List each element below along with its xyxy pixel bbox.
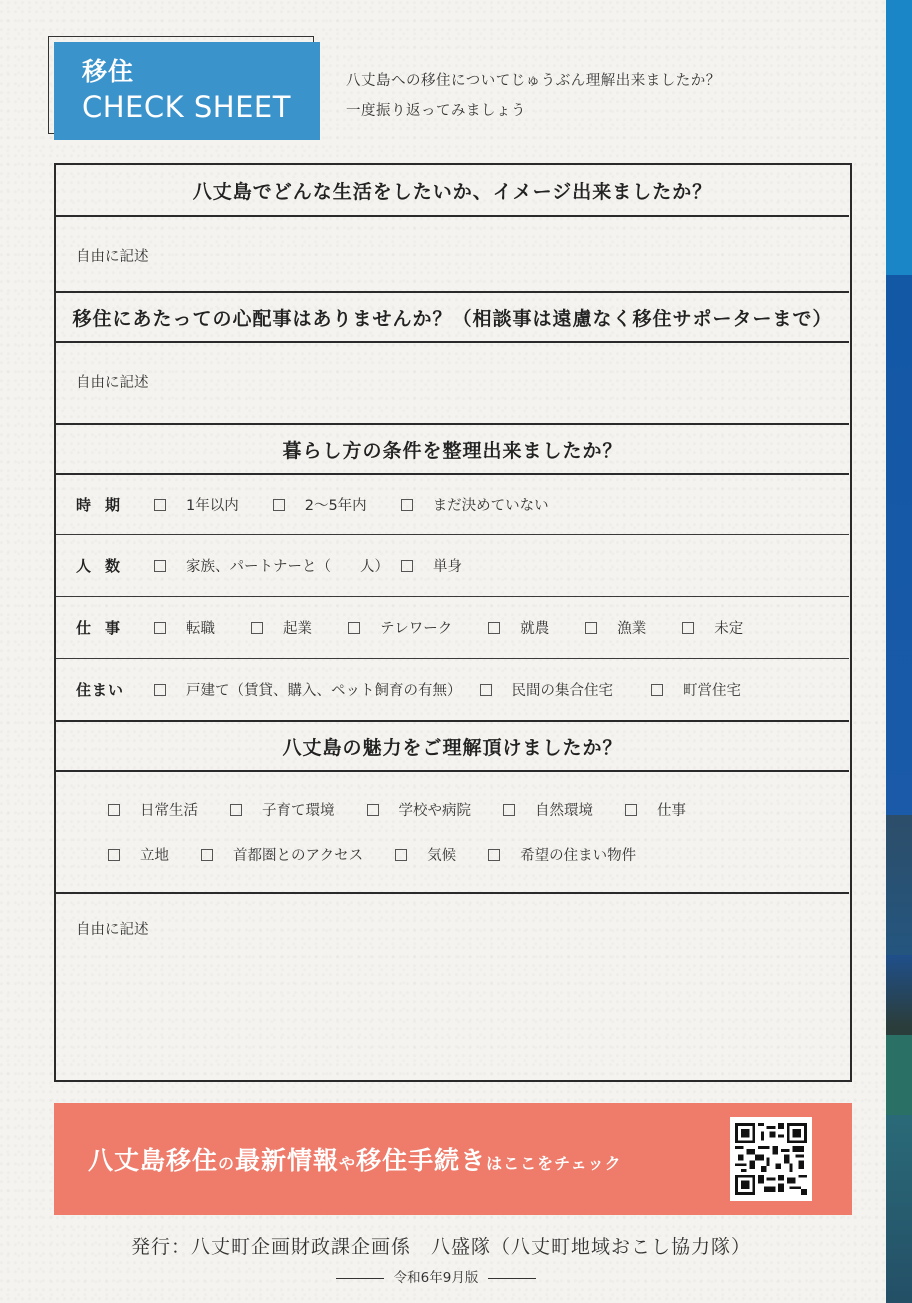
option-job-change[interactable]: 転職 xyxy=(154,617,215,638)
option-detached-house[interactable]: 戸建て（賃貸、購入、ペット飼育の有無） xyxy=(154,679,462,700)
publisher-credit: 発行：八丈町企画財政課企画係 八盛隊（八丈町地域おこし協力隊） xyxy=(130,1236,751,1258)
checkbox[interactable] xyxy=(348,622,360,634)
title-box xyxy=(54,42,320,140)
option-undecided[interactable]: まだ決めていない xyxy=(401,494,549,515)
condition-label: 仕事 xyxy=(76,619,135,637)
option-fishing[interactable]: 漁業 xyxy=(585,617,646,638)
conditions-heading: 暮らし方の条件を整理出来ましたか？ xyxy=(56,423,849,473)
option-jobs[interactable]: 仕事 xyxy=(625,799,686,820)
concerns-heading: 移住にあたっての心配事はありませんか？（相談事は遠慮なく移住サポーターまで） xyxy=(56,291,849,341)
title-japanese: 移住 xyxy=(82,57,135,86)
free-text-label: 自由に記述 xyxy=(76,375,149,391)
checkbox[interactable] xyxy=(154,622,166,634)
free-text-label: 自由に記述 xyxy=(76,922,149,938)
condition-row-housing xyxy=(56,658,849,720)
condition-label: 時期 xyxy=(76,496,135,514)
divider xyxy=(488,1278,536,1279)
checkbox[interactable] xyxy=(625,804,637,816)
condition-row-work xyxy=(56,596,849,658)
checkbox[interactable] xyxy=(682,622,694,634)
checkbox[interactable] xyxy=(154,560,166,572)
check-sheet-form xyxy=(54,163,852,1082)
option-nature[interactable]: 自然環境 xyxy=(503,799,593,820)
edition-line xyxy=(0,1266,912,1286)
appeal-heading: 八丈島の魅力をご理解頂けましたか？ xyxy=(56,720,849,770)
condition-label: 住まい xyxy=(76,681,125,699)
info-banner[interactable] xyxy=(54,1103,852,1215)
option-family-partner[interactable]: 家族、パートナーと（ 人） xyxy=(154,555,389,576)
appeal-options-line-2 xyxy=(108,844,668,865)
checkbox[interactable] xyxy=(395,849,407,861)
option-private-apartment[interactable]: 民間の集合住宅 xyxy=(480,679,614,700)
option-town-housing[interactable]: 町営住宅 xyxy=(651,679,741,700)
side-photo-strip xyxy=(886,0,912,1303)
title-english: CHECK SHEET xyxy=(82,90,291,124)
checkbox[interactable] xyxy=(273,499,285,511)
title-block xyxy=(48,36,320,140)
appeal-free-field[interactable] xyxy=(56,892,849,1079)
option-within-1-year[interactable]: 1年以内 xyxy=(154,494,239,515)
condition-label: 人数 xyxy=(76,557,135,575)
free-text-label: 自由に記述 xyxy=(76,249,149,265)
checkbox[interactable] xyxy=(154,684,166,696)
option-location[interactable]: 立地 xyxy=(108,844,169,865)
checkbox[interactable] xyxy=(230,804,242,816)
option-telework[interactable]: テレワーク xyxy=(348,617,452,638)
intro-text xyxy=(346,66,721,126)
checkbox[interactable] xyxy=(651,684,663,696)
checkbox[interactable] xyxy=(108,849,120,861)
qr-code-icon[interactable] xyxy=(730,1117,812,1201)
lifestyle-heading: 八丈島でどんな生活をしたいか、イメージ出来ましたか？ xyxy=(192,180,713,203)
edition-date: 令和6年9月版 xyxy=(393,1270,479,1286)
checkbox[interactable] xyxy=(585,622,597,634)
divider xyxy=(336,1278,384,1279)
option-child-rearing[interactable]: 子育て環境 xyxy=(230,799,335,820)
lifestyle-free-field[interactable] xyxy=(56,215,849,291)
intro-line-1: 八丈島への移住についてじゅうぶん理解出来ましたか？ xyxy=(346,73,721,89)
checkbox[interactable] xyxy=(503,804,515,816)
option-farming[interactable]: 就農 xyxy=(488,617,549,638)
option-start-business[interactable]: 起業 xyxy=(251,617,312,638)
condition-row-household xyxy=(56,534,849,596)
option-work-undecided[interactable]: 未定 xyxy=(682,617,743,638)
option-daily-life[interactable]: 日常生活 xyxy=(108,799,198,820)
checkbox[interactable] xyxy=(108,804,120,816)
option-metro-access[interactable]: 首都圏とのアクセス xyxy=(201,844,363,865)
checkbox[interactable] xyxy=(480,684,492,696)
appeal-options xyxy=(56,770,849,892)
banner-text: 八丈島移住の最新情報や移住手続きはここをチェック xyxy=(88,1146,622,1175)
checkbox[interactable] xyxy=(251,622,263,634)
option-single[interactable]: 単身 xyxy=(401,555,462,576)
condition-row-timing xyxy=(56,473,849,534)
checkbox[interactable] xyxy=(201,849,213,861)
appeal-options-line-1 xyxy=(108,799,718,820)
intro-line-2: 一度振り返ってみましょう xyxy=(346,103,526,119)
checkbox[interactable] xyxy=(488,849,500,861)
checkbox[interactable] xyxy=(401,560,413,572)
checkbox[interactable] xyxy=(488,622,500,634)
option-2-5-years[interactable]: 2〜5年内 xyxy=(273,494,367,515)
checkbox[interactable] xyxy=(154,499,166,511)
option-climate[interactable]: 気候 xyxy=(395,844,456,865)
concerns-free-field[interactable] xyxy=(56,341,849,423)
checkbox[interactable] xyxy=(367,804,379,816)
checkbox[interactable] xyxy=(401,499,413,511)
option-schools-hospitals[interactable]: 学校や病院 xyxy=(367,799,472,820)
option-desired-property[interactable]: 希望の住まい物件 xyxy=(488,844,636,865)
